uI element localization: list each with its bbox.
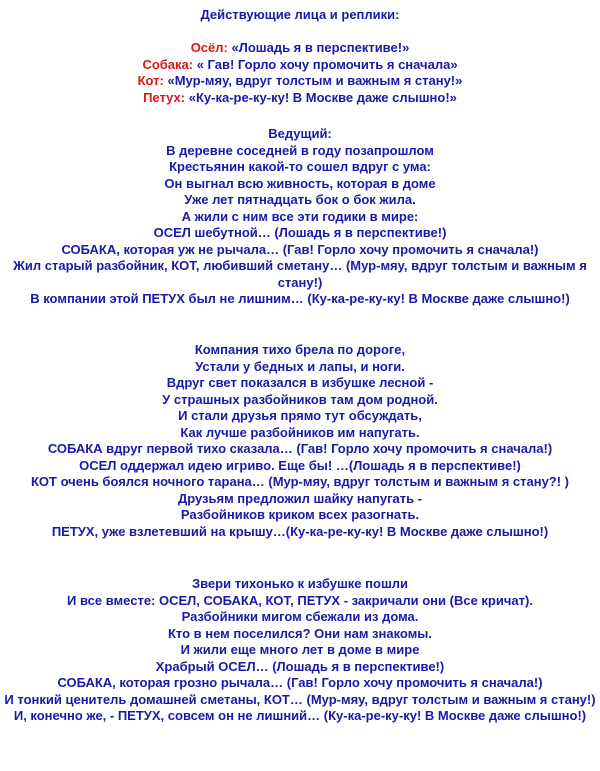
cast-item-donkey (4, 40, 596, 57)
stanza-line: Жил старый разбойник, КОТ, любивший сметану… (Мур-мяу, вдруг толстым и важным я стану!) (13, 258, 587, 290)
stanza-line: СОБАКА, которая уж не рычала… (Гав! Горло хочу промочить я сначала!) (61, 241, 539, 257)
stanza-line: КОТ очень боялся ночного тарана… (Мур-мяу, вдруг толстым и важным я стану?! ) (30, 474, 570, 489)
stanza-line: ОСЕЛ шебутной… (Лошадь я в перспективе!) (153, 225, 447, 240)
stanza-ending (4, 576, 596, 725)
stanza-line: Друзьям предложил шайку напугать - (177, 490, 423, 506)
stanza-intro (4, 126, 596, 308)
stanza-line: Он выгнал всю живность, которая в доме (164, 175, 436, 191)
speaker-name: Собака: (142, 56, 194, 72)
stanza-line: А жили с ним все эти годики в мире: (181, 208, 419, 224)
stanza-line: СОБАКА, которая грозно рычала… (Гав! Горло хочу промочить я сначала!) (57, 675, 543, 690)
stanza-journey (4, 342, 596, 540)
stanza-line: И, конечно же, - ПЕТУХ, совсем он не лишний… (Ку-ка-ре-ку-ку! В Москве даже слышно!) (13, 708, 587, 723)
speaker-name: Кот: (137, 73, 164, 88)
page-title: Действующие лица и реплики: (200, 7, 400, 22)
stanza-line: У страшных разбойников там дом родной. (162, 391, 438, 407)
speaker-line: «Лошадь я в перспективе!» (227, 40, 410, 55)
stanza-line: Крестьянин какой-то сошел вдруг с ума: (169, 159, 431, 174)
stanza-line: Ведущий: (268, 126, 332, 141)
stanza-line: В компании этой ПЕТУХ был не лишним… (Ку-ка-ре-ку-ку! В Москве даже слышно!) (30, 291, 570, 306)
stanza-line: ПЕТУХ, уже взлетевший на крышу…(Ку-ка-ре-ку-ку! В Москве даже слышно!) (51, 523, 549, 539)
stanza-line: Храбрый ОСЕЛ… (Лошадь я в перспективе!) (155, 658, 445, 674)
stanza-line: В деревне соседней в году позапрошлом (166, 142, 434, 158)
cast-item-dog (4, 57, 596, 74)
speaker-name: Осёл: (190, 40, 228, 55)
stanza-line: Уже лет пятнадцать бок о бок жила. (184, 192, 416, 207)
stanza-line: И жили еще много лет в доме в мире (180, 642, 420, 657)
stanza-line: Звери тихонько к избушке пошли (191, 576, 409, 591)
cast-item-cat (4, 73, 596, 90)
stanza-line: СОБАКА вдруг первой тихо сказала… (Гав! Горло хочу промочить я сначала!) (47, 441, 553, 456)
cast-list (4, 40, 596, 106)
speaker-line: « Гав! Горло хочу промочить я сначала» (193, 56, 458, 72)
speaker-line: «Мур-мяу, вдруг толстым и важным я стану!» (163, 73, 463, 88)
stanza-line: И все вместе: ОСЕЛ, СОБАКА, КОТ, ПЕТУХ - закричали они (Все кричат). (67, 592, 533, 608)
stanza-line: Устали у бедных и лапы, и ноги. (195, 358, 405, 374)
stanza-line: Как лучше разбойников им напугать. (180, 424, 420, 440)
speaker-line: «Ку-ка-ре-ку-ку! В Москве даже слышно!» (185, 89, 457, 105)
speaker-name: Петух: (143, 89, 186, 105)
stanza-line: И тонкий ценитель домашней сметаны, КОТ… (Мур-мяу, вдруг толстым и важным я стану!) (4, 691, 596, 707)
stanza-line: ОСЕЛ оддержал идею игриво. Еще бы! …(Лошадь я в перспективе!) (79, 457, 521, 473)
cast-item-rooster (4, 90, 596, 107)
stanza-line: Разбойники мигом сбежали из дома. (181, 609, 419, 624)
stanza-line: Разбойников криком всех разогнать. (180, 507, 420, 522)
stanza-line: Вдруг свет показался в избушке лесной - (166, 375, 434, 390)
stanza-line: Кто в нем поселился? Они нам знакомы. (167, 625, 433, 641)
stanza-line: И стали друзья прямо тут обсуждать, (178, 408, 422, 423)
stanza-line: Компания тихо брела по дороге, (194, 342, 406, 357)
